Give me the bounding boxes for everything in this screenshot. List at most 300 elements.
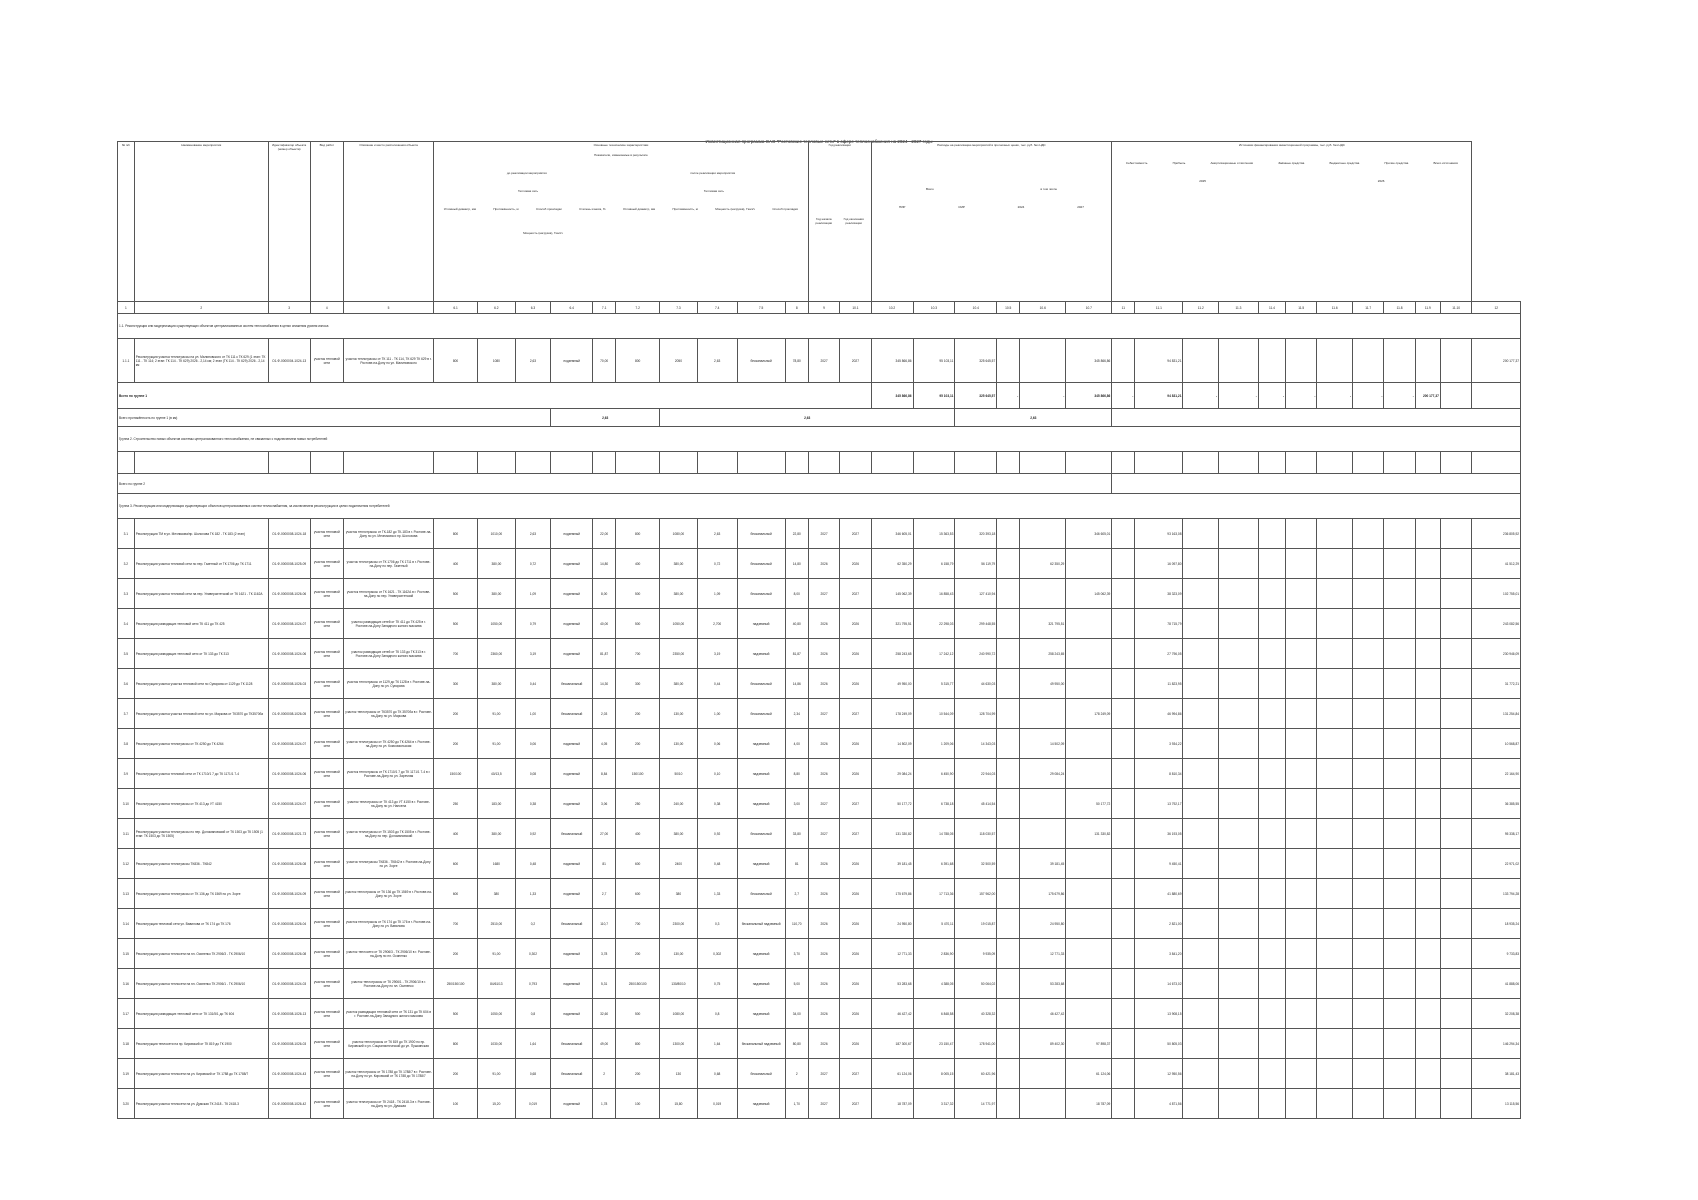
cell-w2: 3,00 [785, 789, 808, 819]
cell-g2: 2026 [840, 639, 871, 669]
empty-cell [1353, 909, 1384, 939]
cell-id: О1-Ф-0000008-1026-04 [268, 909, 310, 939]
cell-place: участок теплотрассы от ТК 111 - ТК 114, ТК 629 ТК 629 в г. Ростове-на-Дону по ул. Малиновского [344, 339, 434, 383]
empty-cell [1317, 789, 1353, 819]
table-row [118, 339, 1521, 383]
empty-cell [1112, 1029, 1135, 1059]
empty-cell [1317, 699, 1353, 729]
cell-y24: 175 679,86 [1020, 879, 1066, 909]
empty-cell [1384, 939, 1415, 969]
cell-name: Реконструкция участка теплотрассы от ТК 4250 до ТК 4264 [134, 729, 268, 759]
cell-l2: 50/10 [660, 759, 698, 789]
cell-name: Реконструкция участка теплотрассы от ТК 136 до ТК 1569 по ул. Зорге [134, 879, 268, 909]
cell-smr: 325 645,57 [955, 339, 997, 383]
empty-cell [1317, 1029, 1353, 1059]
group1-total-value: 95 103,11 [913, 383, 955, 409]
cell-all: 200 177,37 [1472, 339, 1521, 383]
empty-cell [1415, 789, 1440, 819]
cell-g1: 2026 [808, 759, 839, 789]
cell-m2: 0,8 [697, 999, 737, 1029]
empty-cell [1112, 639, 1135, 669]
header-bud: Бюджетные средства [1329, 161, 1360, 165]
cell-d2: 800 [616, 1029, 660, 1059]
table-row [118, 519, 1521, 549]
empty-cell [660, 452, 698, 474]
header-pribyl: Прибыль [1172, 161, 1186, 165]
cell-y24: 46 427,42 [1020, 999, 1066, 1029]
cell-id: О1-Ф-0000008-1024-06 [268, 639, 310, 669]
investment-program-table [117, 141, 1521, 1119]
cell-name: Реконструкция участка теплосети на пл. Осипенко ТК 2906/1 - ТК 2906/10 [134, 969, 268, 999]
cell-g2: 2027 [840, 579, 871, 609]
cell-m2: 1,09 [697, 579, 737, 609]
empty-cell [1415, 609, 1440, 639]
cell-s1: подземный [551, 639, 593, 669]
column-number: 10.4 [955, 302, 997, 314]
empty-cell [1219, 939, 1259, 969]
empty-cell [1384, 819, 1415, 849]
empty-cell [997, 639, 1020, 669]
empty-cell [1415, 1059, 1440, 1089]
cell-smr: 299 448,55 [955, 609, 997, 639]
cell-d1: 200 [434, 1059, 478, 1089]
cell-src: 2 821,00 [1135, 909, 1183, 939]
empty-cell [997, 969, 1020, 999]
cell-np: 3.2 [118, 549, 135, 579]
empty-cell [593, 452, 616, 474]
cell-id: О1-Ф-0000008-1026-05 [268, 699, 310, 729]
column-number: 5 [344, 302, 434, 314]
cell-tot: 187 300,67 [871, 1029, 913, 1059]
empty-cell [1440, 909, 1472, 939]
header-ident: Идентификатор объекта (номер объекта) [268, 142, 310, 302]
header-iznos: Степень износа, % [579, 207, 606, 211]
empty-cell [1112, 519, 1135, 549]
cell-m2: 0,10 [697, 759, 737, 789]
group1-total-value: 345 866,86 [871, 383, 913, 409]
cell-place: участок теплотрассы от ТК 2906/1 - ТК 2906/10 в г. Ростове-на-Дону по пл. Осипенко [344, 969, 434, 999]
empty-cell [1183, 729, 1219, 759]
column-number: 10.7 [1066, 302, 1112, 314]
group1-total-value: - [1020, 383, 1066, 409]
cell-g2: 2026 [840, 549, 871, 579]
cell-all: 18 935,24 [1472, 909, 1521, 939]
cell-tot: 175 679,86 [871, 879, 913, 909]
cell-pir: 3 317,32 [913, 1089, 955, 1119]
cell-d2: 700 [616, 909, 660, 939]
empty-cell [1472, 383, 1521, 409]
empty-cell [1219, 909, 1259, 939]
cell-d1: 200 [434, 939, 478, 969]
cell-d1: 600 [434, 879, 478, 909]
cell-m2: 0,92 [697, 819, 737, 849]
empty-cell [1183, 519, 1219, 549]
cell-g1: 2026 [808, 849, 839, 879]
cell-pir: 1 209,06 [913, 729, 955, 759]
group1-total-value: - [1317, 383, 1353, 409]
cell-w1: 3,78 [593, 939, 616, 969]
cell-g2: 2026 [840, 1029, 871, 1059]
column-number: 1 [118, 302, 135, 314]
header-after: после реализации мероприятия [690, 171, 736, 175]
column-number: 3 [268, 302, 310, 314]
header-ist [1112, 142, 1472, 302]
empty-cell [1258, 549, 1285, 579]
empty-cell [1219, 339, 1259, 383]
cell-m2: 0,68 [697, 1059, 737, 1089]
group1-total-value: 325 645,57 [955, 383, 997, 409]
empty-cell [1219, 669, 1259, 699]
cell-smr: 128 704,99 [955, 699, 997, 729]
empty-cell [1219, 609, 1259, 639]
cell-src: 27 796,05 [1135, 639, 1183, 669]
group3-rows [118, 519, 1521, 1119]
empty-cell [1112, 729, 1135, 759]
cell-vid: участок тепловой сети [310, 729, 343, 759]
cell-s1: бесканальный [551, 819, 593, 849]
empty-cell [1258, 1059, 1285, 1089]
empty-cell [1415, 639, 1440, 669]
cell-l1: 183,00 [478, 789, 516, 819]
cell-y24: 53 283,68 [1020, 969, 1066, 999]
empty-cell [997, 1059, 1020, 1089]
cell-m2: 3,19 [697, 639, 737, 669]
cell-place: участок теплотрассы от ТК 136 до ТК 1569 в г. Ростове-на-Дону по ул. Зорге [344, 879, 434, 909]
cell-y24: 12 771,33 [1020, 939, 1066, 969]
cell-i1: 0,38 [515, 789, 551, 819]
header-smr: СМР [958, 205, 965, 209]
cell-g1: 2027 [808, 819, 839, 849]
cell-s2: бесканальный [737, 819, 785, 849]
cell-w1: 1,78 [593, 1089, 616, 1119]
cell-s1: подземный [551, 339, 593, 383]
cell-d1: 800 [434, 519, 478, 549]
group2-total-label: Всего по группе 2 [118, 474, 1112, 494]
cell-s2: бесканальный надземный [737, 909, 785, 939]
cell-smr: 19 015,87 [955, 909, 997, 939]
empty-cell [1353, 939, 1384, 969]
header-teplo: Тепловая сеть [517, 189, 539, 193]
empty-cell [1219, 999, 1259, 1029]
cell-smr: 40 328,32 [955, 999, 997, 1029]
cell-s1: подземный [551, 609, 593, 639]
cell-y24 [1020, 579, 1066, 609]
empty-cell [1258, 452, 1285, 474]
cell-l2: 130/80/10 [660, 969, 698, 999]
group1-total-value: - [1353, 383, 1384, 409]
cell-smr: 56 119,79 [955, 549, 997, 579]
cell-i1: 1,09 [515, 579, 551, 609]
empty-cell [1384, 549, 1415, 579]
group1-total-value: - [1219, 383, 1259, 409]
cell-w1: 2,7 [593, 879, 616, 909]
empty-cell [1353, 639, 1384, 669]
cell-s1: надземный [551, 999, 593, 1029]
cell-i1: 0,68 [515, 1059, 551, 1089]
cell-place: участок теплотрассы от ТК 174 до ТК 176 в г. Ростове-на-Дону по ул. Вавилова [344, 909, 434, 939]
cell-tot: 53 283,68 [871, 969, 913, 999]
empty-cell [310, 452, 343, 474]
cell-w1: 22,00 [593, 519, 616, 549]
cell-src: 13 792,17 [1135, 789, 1183, 819]
header-np: № п/п [118, 142, 135, 302]
cell-g2: 2027 [840, 339, 871, 383]
empty-cell [1112, 669, 1135, 699]
cell-d1: 500 [434, 999, 478, 1029]
empty-cell [997, 729, 1020, 759]
cell-place: участок теплотрассы от 1129 до ТК 1128 в г. Ростове-на-Дону по ул. Суворова [344, 669, 434, 699]
column-number: 11.8 [1384, 302, 1415, 314]
cell-src: 94 831,21 [1135, 339, 1183, 383]
cell-id: О1-Ф-0000008-1025-09 [268, 549, 310, 579]
empty-cell [1440, 1059, 1472, 1089]
cell-id: О1-Ф-0000008-1024-09 [268, 879, 310, 909]
cell-pir: 5 315,77 [913, 669, 955, 699]
empty-cell [1384, 879, 1415, 909]
cell-pir: 6 158,79 [913, 549, 955, 579]
empty-cell [1415, 969, 1440, 999]
empty-cell [1440, 383, 1472, 409]
empty-cell [1112, 579, 1135, 609]
cell-tot: 346 605,01 [871, 519, 913, 549]
cell-i1: 0,08 [515, 759, 551, 789]
cell-s2: надземный [737, 609, 785, 639]
header-diam2: Условный диаметр, мм [622, 207, 656, 211]
cell-pir: 6 738,18 [913, 789, 955, 819]
cell-all: 9 733,83 [1472, 939, 1521, 969]
empty-cell [1317, 849, 1353, 879]
cell-m2: 1,33 [697, 879, 737, 909]
cell-w1: 3,06 [593, 789, 616, 819]
cell-np: 3.13 [118, 879, 135, 909]
cell-l2: 380,00 [660, 669, 698, 699]
cell-smr: 9 935,09 [955, 939, 997, 969]
empty-cell [1286, 1029, 1317, 1059]
cell-w2: 14,86 [785, 669, 808, 699]
table-row [118, 609, 1521, 639]
group1-total-label: Всего по группе 1 [118, 383, 872, 409]
cell-m2: 2,700 [697, 609, 737, 639]
cell-i1: 0,92 [515, 819, 551, 849]
cell-smr: 45 414,54 [955, 789, 997, 819]
cell-g2: 2027 [840, 789, 871, 819]
empty-cell [1440, 879, 1472, 909]
cell-m2: 2,63 [697, 519, 737, 549]
empty-cell [808, 452, 839, 474]
cell-w1: 40,00 [593, 609, 616, 639]
cell-pir: 8 005,15 [913, 1059, 955, 1089]
cell-d1: 800 [434, 1029, 478, 1059]
cell-g2: 2026 [840, 759, 871, 789]
header-amort: Амортизационные отчисления [1210, 161, 1254, 165]
cell-name: Реконструкция участка тепловой сети от ТК 1710/1 7 до ТК 1171/1 7-4 [134, 759, 268, 789]
empty-cell [1415, 729, 1440, 759]
group1-total-value: 94 831,21 [1135, 383, 1183, 409]
header-vtch: в том числе [1040, 187, 1057, 191]
cell-smr: 32 500,59 [955, 849, 997, 879]
cell-vid: участок тепловой сети [310, 639, 343, 669]
cell-id: О1-Ф-0000008-1024-06 [268, 759, 310, 789]
cell-y27: 97 898,37 [1066, 1029, 1112, 1059]
cell-d1: 400 [434, 549, 478, 579]
cell-place: участок теплотрассы от ТК 1788 до ТК 1788/7 в г. Ростове-на-Дону по ул. Кировский от ТК 1788 до ТК 1788/7 [344, 1059, 434, 1089]
cell-smr: 60 421,96 [955, 1059, 997, 1089]
cell-vid: участок тепловой сети [310, 909, 343, 939]
cell-l2: 130,00 [660, 729, 698, 759]
cell-pir: 16 858,43 [913, 579, 955, 609]
column-number: 11.2 [1183, 302, 1219, 314]
empty-cell [1317, 879, 1353, 909]
cell-y27 [1066, 999, 1112, 1029]
cell-l2: 1050,00 [660, 609, 698, 639]
empty-cell [1353, 819, 1384, 849]
header-god-label: Год реализации [828, 143, 851, 147]
group1-total-value: - [1258, 383, 1285, 409]
cell-l2: 2300,00 [660, 909, 698, 939]
cell-all: 95 338,17 [1472, 819, 1521, 849]
group3-title-row [118, 494, 1521, 519]
cell-y27: 345 866,86 [1066, 339, 1112, 383]
cell-place: участок разводящих тепловой сети от ТК 131 до ТК 604 в г. Ростове-на-Дону Западного жилого массива [344, 999, 434, 1029]
empty-cell [1317, 549, 1353, 579]
cell-d2: 200 [616, 729, 660, 759]
cell-l2: 1080,00 [660, 999, 698, 1029]
cell-all: 41 888,06 [1472, 969, 1521, 999]
cell-vid: участок тепловой сети [310, 969, 343, 999]
column-number: 11.10 [1440, 302, 1472, 314]
empty-cell [871, 452, 913, 474]
cell-d2: 500 [616, 609, 660, 639]
empty-cell [997, 759, 1020, 789]
table-row [118, 759, 1521, 789]
header-sposob: Способ прокладки [536, 207, 562, 211]
cell-vid: участок тепловой сети [310, 849, 343, 879]
header-god-end: Год окончания реализации [843, 217, 864, 225]
cell-y27 [1066, 609, 1112, 639]
empty-cell [997, 699, 1020, 729]
empty-cell [1317, 759, 1353, 789]
cell-y27 [1066, 849, 1112, 879]
cell-m2: 0,3 [697, 909, 737, 939]
column-number: 11.6 [1317, 302, 1353, 314]
cell-s1: подземный [551, 1089, 593, 1119]
cell-y27: 145 062,39 [1066, 579, 1112, 609]
cell-src: 13 908,15 [1135, 999, 1183, 1029]
empty-cell [1219, 969, 1259, 999]
empty-cell [1415, 579, 1440, 609]
cell-all: 13 115,56 [1472, 1089, 1521, 1119]
cell-place: участок теплотрассы от ТК 1621 - ТК 1162А в г. Ростове-на-Дону по пер. Университетский [344, 579, 434, 609]
cell-g2: 2026 [840, 909, 871, 939]
cell-w2: 22,80 [785, 519, 808, 549]
cell-vid: участок тепловой сети [310, 699, 343, 729]
cell-y27: 346 605,01 [1066, 519, 1112, 549]
cell-s2: бесканальный [737, 579, 785, 609]
empty-cell [997, 549, 1020, 579]
header-god-start: Год начала реализации [815, 217, 833, 225]
cell-name: Реконструкция разводящих тепловой сети ТК 411 до ТК 425 [134, 609, 268, 639]
empty-cell [1112, 879, 1135, 909]
empty-cell [1219, 1089, 1259, 1119]
cell-np: 3.18 [118, 1029, 135, 1059]
empty-cell [1020, 452, 1066, 474]
cell-g1: 2027 [808, 339, 839, 383]
empty-cell [1384, 519, 1415, 549]
empty-cell [1183, 969, 1219, 999]
cell-src: 3 841,20 [1135, 939, 1183, 969]
cell-id: О1-Ф-0000008-1024-07 [268, 729, 310, 759]
cell-smr: 14 771,97 [955, 1089, 997, 1119]
empty-cell [1384, 909, 1415, 939]
cell-np: 1.1.1 [118, 339, 135, 383]
empty-cell [1440, 1089, 1472, 1119]
cell-np: 3.1 [118, 519, 135, 549]
cell-pir: 6 848,58 [913, 999, 955, 1029]
cell-d1: 150/100 [434, 759, 478, 789]
cell-src: 16 097,80 [1135, 549, 1183, 579]
empty-cell [1317, 519, 1353, 549]
empty-cell [997, 339, 1020, 383]
cell-id: О1-Ф-0000008-1021-73 [268, 819, 310, 849]
empty-cell [1317, 939, 1353, 969]
table-row [118, 969, 1521, 999]
empty-cell [1384, 1089, 1415, 1119]
cell-i1: 0,793 [515, 969, 551, 999]
cell-vid: участок тепловой сети [310, 339, 343, 383]
empty-cell [1317, 729, 1353, 759]
empty-cell [1353, 849, 1384, 879]
empty-cell [134, 452, 268, 474]
group1-km-label: Всего протяжённость по группе 1 (в км) [118, 409, 551, 427]
cell-l2: 380,00 [660, 579, 698, 609]
empty-cell [997, 1089, 1020, 1119]
cell-m2: 0,302 [697, 939, 737, 969]
column-number: 11 [1112, 302, 1135, 314]
cell-m2: 0,019 [697, 1089, 737, 1119]
cell-s2: надземный [737, 939, 785, 969]
cell-m2: 0,72 [697, 549, 737, 579]
cell-place: участок теплотрассы от ТК 1710/1 7 до ТК 1171/1 7-4 в г. Ростове-на-Дону по ул. Заречная [344, 759, 434, 789]
cell-name: Реконструкция ТМ в ул. Мечникова/пр. Шолохова ТК 182 - ТК 183 (2 этап) [134, 519, 268, 549]
cell-tot: 61 124,06 [871, 1059, 913, 1089]
cell-pir: 10 544,09 [913, 699, 955, 729]
column-number: 11.7 [1353, 302, 1384, 314]
cell-w2: 3,70 [785, 939, 808, 969]
column-number: 6.3 [515, 302, 551, 314]
cell-s1: подземный [551, 519, 593, 549]
header-y2026: 2026 [1377, 179, 1385, 183]
empty-cell [1183, 609, 1219, 639]
cell-place: участок теплотрассы от ТК 1706 до ТК 1711 в г. Ростове-на-Дону по пер. Газетный [344, 549, 434, 579]
cell-name: Реконструкция участка тепловой сети на пер. Университетский от ТК 1621 - ТК 1162А [134, 579, 268, 609]
cell-s2: бесканальный [737, 669, 785, 699]
cell-l1: 1080 [478, 339, 516, 383]
cell-y27: 61 124,06 [1066, 1059, 1112, 1089]
cell-np: 3.17 [118, 999, 135, 1029]
cell-d2: 600 [616, 849, 660, 879]
cell-vid: участок тепловой сети [310, 789, 343, 819]
empty-cell [913, 452, 955, 474]
cell-smr: 44 630,03 [955, 669, 997, 699]
cell-w2: 14,80 [785, 549, 808, 579]
empty-cell [1415, 819, 1440, 849]
empty-cell [1384, 969, 1415, 999]
empty-cell [1258, 969, 1285, 999]
cell-tot: 131 330,82 [871, 819, 913, 849]
empty-cell [1258, 609, 1285, 639]
cell-vid: участок тепловой сети [310, 999, 343, 1029]
empty-cell [1286, 1089, 1317, 1119]
